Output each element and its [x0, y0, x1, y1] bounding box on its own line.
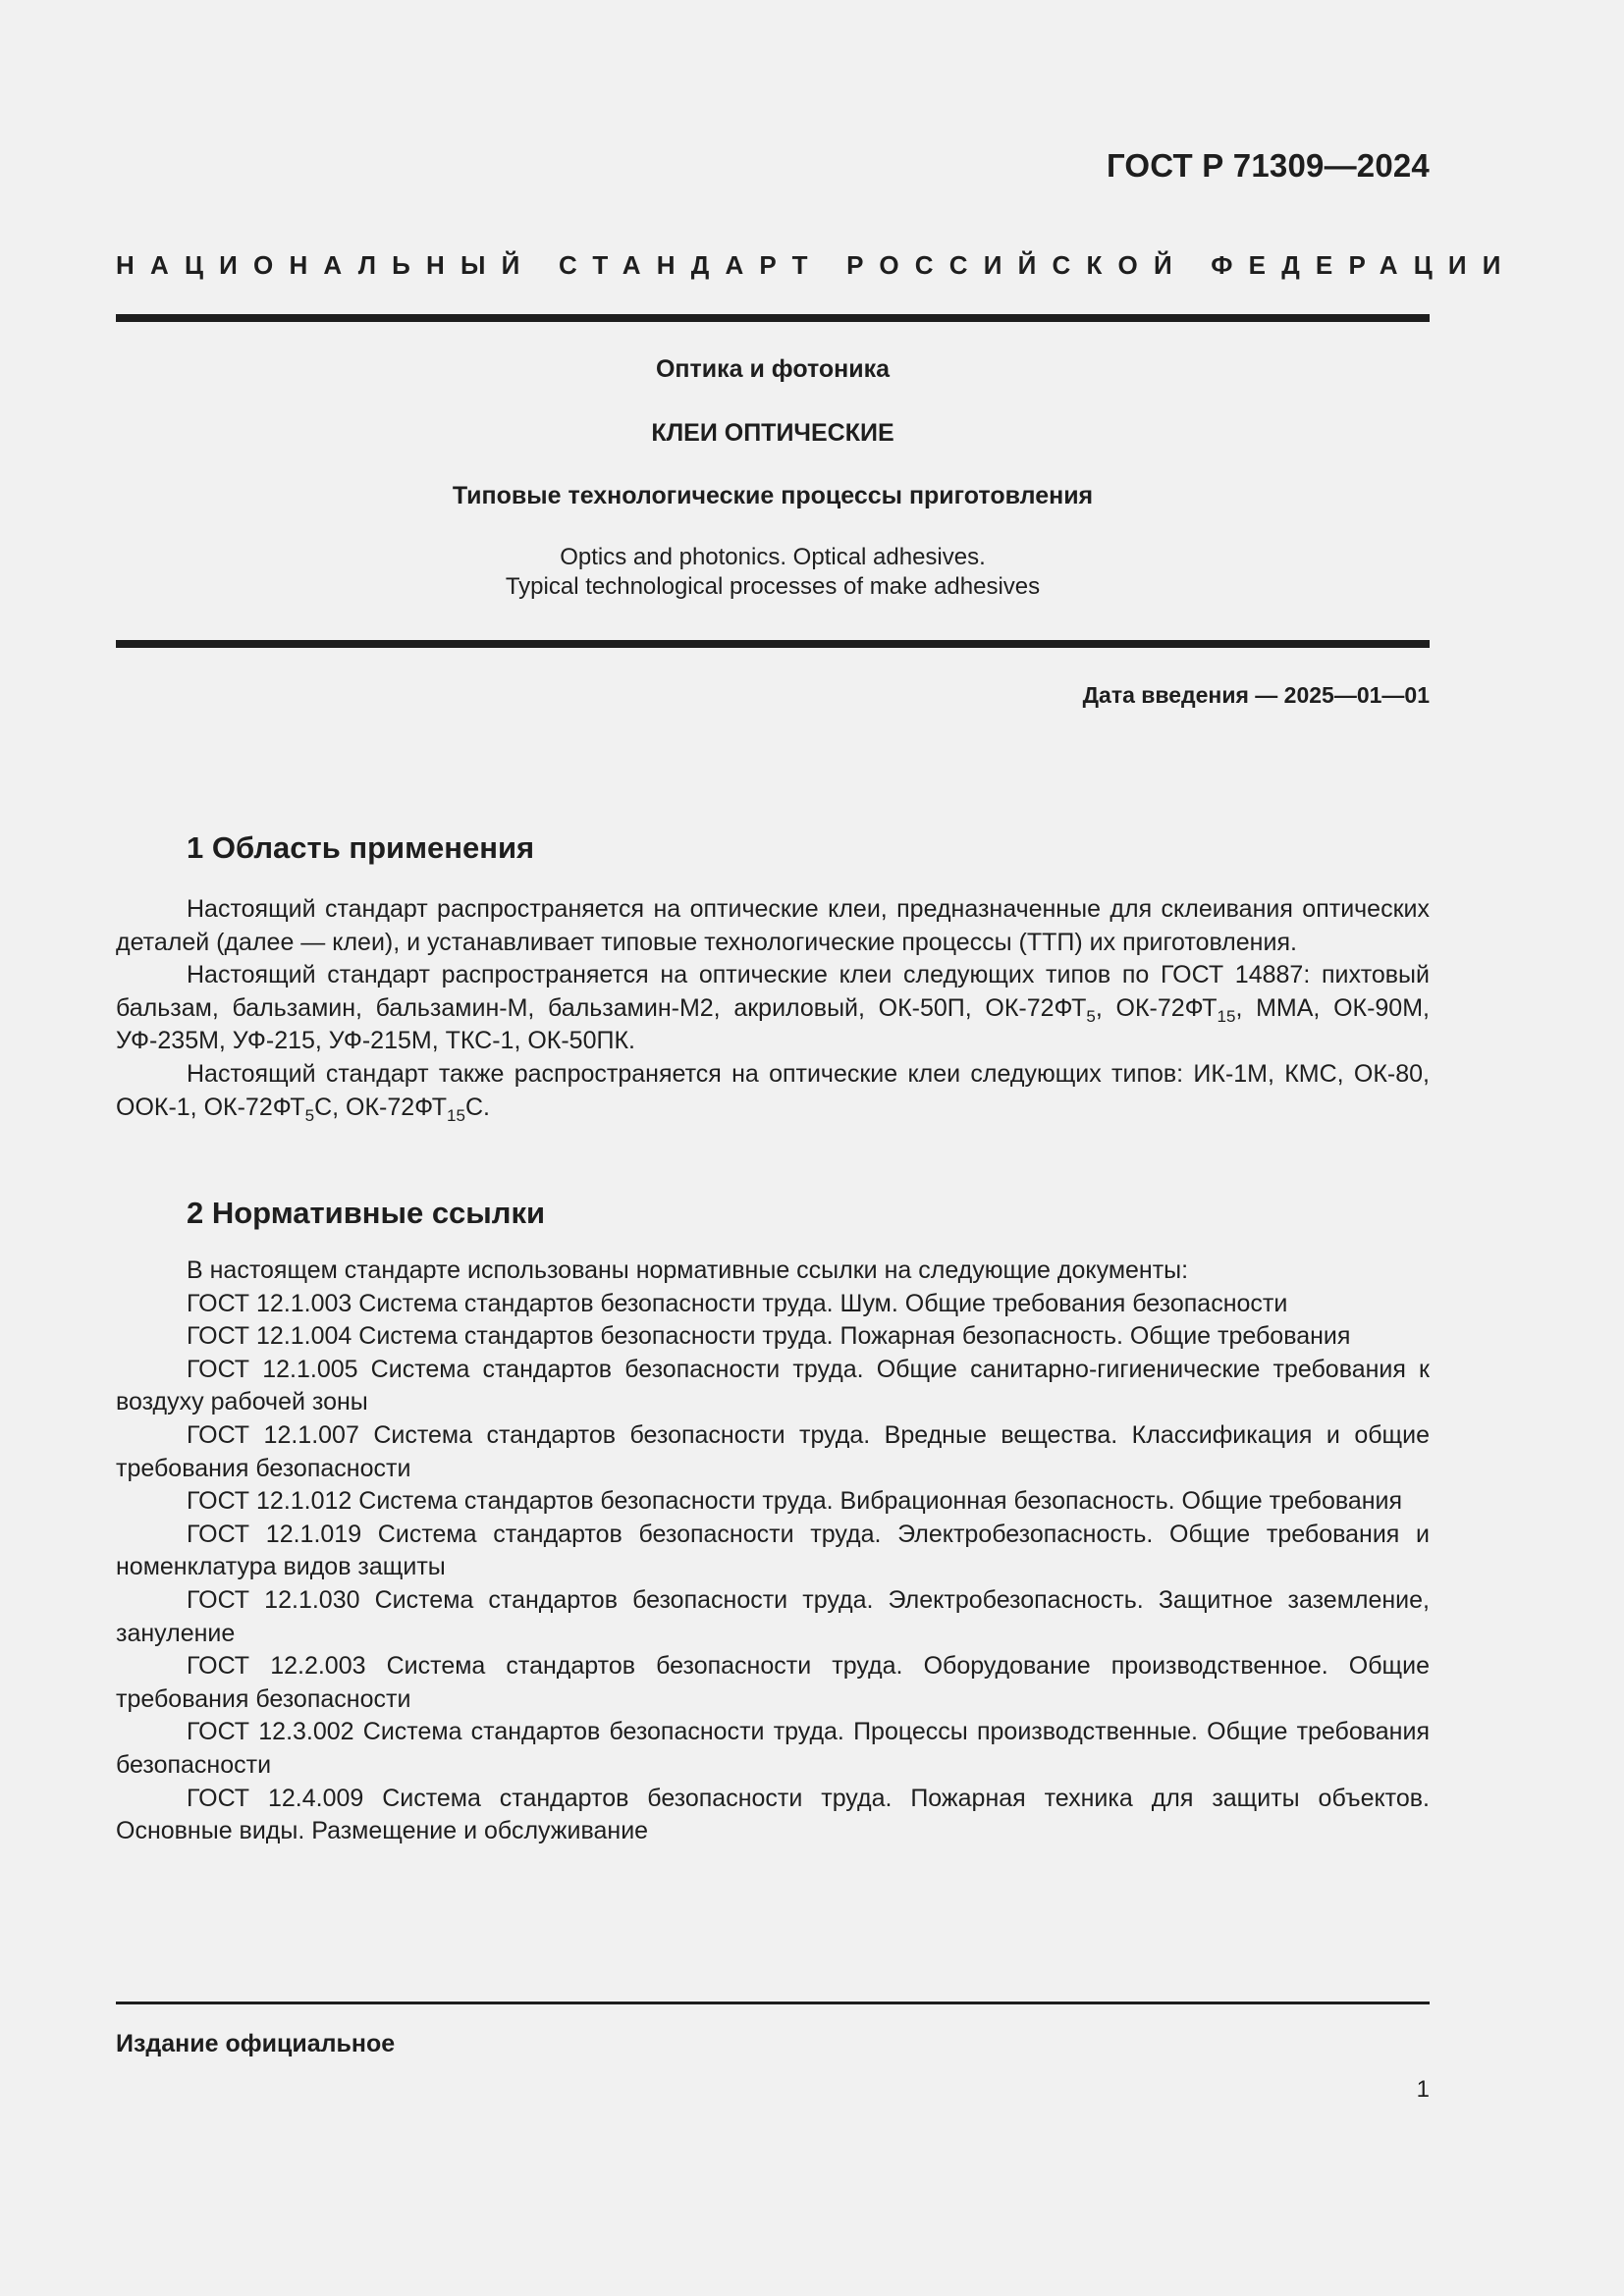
- section-1-paragraph-1: Настоящий стандарт распространяется на оптические клеи, предназначенные для склеивания оптических деталей (далее — клеи), и устанавливает типовые технологические процессы (ТТП) их приготовления.: [116, 895, 1430, 956]
- section-1-paragraph-2: Настоящий стандарт распространяется на оптические клеи следующих типов по ГОСТ 14887: пихтовый бальзам, бальзамин, бальзамин-М, бальзамин-М2, акриловый, ОК-50П, $ОК-72ФТ_5$, $ОК-72ФТ_{15}$, ММА, ОК-90М, УФ-235М, УФ-215, УФ-215М, ТКС-1, ОК-50ПК.: [116, 961, 1430, 1055]
- section-1-heading: 1 Область применения: [187, 830, 535, 865]
- introduction-date: Дата введения — 2025—01—01: [1082, 682, 1430, 708]
- english-title-line1: Optics and photonics. Optical adhesives.: [560, 544, 986, 570]
- section-2-body: [116, 1255, 1430, 1848]
- main-title: КЛЕИ ОПТИЧЕСКИЕ: [651, 419, 894, 447]
- footer-rule: [116, 2002, 1430, 2004]
- reference-item: ГОСТ 12.2.003 Система стандартов безопасности труда. Оборудование производственное. Общие требования безопасности: [116, 1652, 1430, 1713]
- reference-item: ГОСТ 12.1.004 Система стандартов безопасности труда. Пожарная безопасность. Общие требования: [187, 1322, 1351, 1351]
- title-bottom-rule: [116, 640, 1430, 648]
- section-1-body: [116, 893, 1430, 1124]
- reference-item: ГОСТ 12.1.003 Система стандартов безопасности труда. Шум. Общие требования безопасности: [187, 1289, 1288, 1317]
- reference-item: ГОСТ 12.1.012 Система стандартов безопасности труда. Вибрационная безопасность. Общие требования: [187, 1487, 1403, 1516]
- section-1-paragraph-3: Настоящий стандарт также распространяется на оптические клеи следующих типов: ИК-1М, КМС, ОК-80, ООК-1, $ОК-72ФТ_5С$, $ОК-72ФТ_{15}С$.: [116, 1059, 1430, 1125]
- section-2-heading: 2 Нормативные ссылки: [187, 1196, 546, 1230]
- gost-code: ГОСТ Р 71309—2024: [1106, 147, 1430, 184]
- reference-item: ГОСТ 12.1.005 Система стандартов безопасности труда. Общие санитарно-гигиенические требования к воздуху рабочей зоны: [116, 1355, 1430, 1416]
- top-rule: [116, 314, 1430, 322]
- field-title: Оптика и фотоника: [655, 355, 891, 383]
- reference-item: ГОСТ 12.4.009 Система стандартов безопасности труда. Пожарная техника для защиты объектов. Основные виды. Размещение и обслуживание: [116, 1784, 1430, 1845]
- reference-item: ГОСТ 12.1.030 Система стандартов безопасности труда. Электробезопасность. Защитное заземление, зануление: [116, 1585, 1430, 1647]
- reference-item: ГОСТ 12.1.019 Система стандартов безопасности труда. Электробезопасность. Общие требования и номенклатура видов защиты: [116, 1520, 1430, 1581]
- section-2-intro: В настоящем стандарте использованы нормативные ссылки на следующие документы:: [187, 1256, 1189, 1284]
- reference-item: ГОСТ 12.3.002 Система стандартов безопасности труда. Процессы производственные. Общие требования безопасности: [116, 1718, 1430, 1779]
- document-page: [116, 0, 1517, 2296]
- official-edition-label: Издание официальное: [116, 2030, 396, 2057]
- subtitle: Типовые технологические процессы приготовления: [452, 482, 1094, 509]
- english-title-line2: Typical technological processes of make adhesives: [505, 573, 1041, 600]
- page-number: 1: [1416, 2076, 1430, 2103]
- national-standard-banner: НАЦИОНАЛЬНЫЙ СТАНДАРТ РОССИЙСКОЙ ФЕДЕРАЦИИ: [116, 250, 1517, 280]
- reference-item: ГОСТ 12.1.007 Система стандартов безопасности труда. Вредные вещества. Классификация и общие требования безопасности: [116, 1420, 1430, 1482]
